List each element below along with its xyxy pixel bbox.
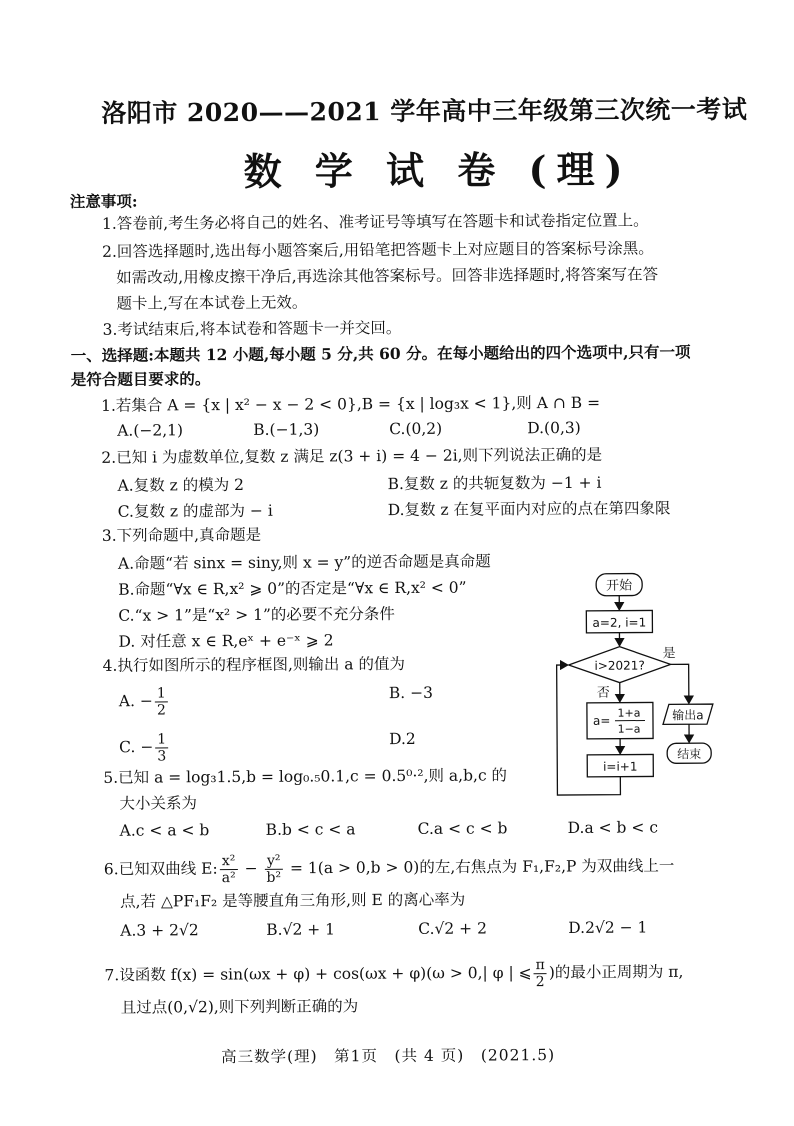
- q4-option-a-fraction: [155, 685, 168, 718]
- q7-pi-fraction: [533, 957, 546, 990]
- fraction-numerator: 1: [155, 685, 168, 702]
- notice-item: 如需改动,用橡皮擦干净后,再选涂其他答案标号。回答非选择题时,将答案写在答: [116, 264, 658, 287]
- fraction-numerator: y²: [264, 853, 283, 870]
- flowchart-output-label: 输出a: [672, 707, 703, 722]
- program-flowchart: [548, 564, 723, 803]
- q4-option-c: [119, 731, 170, 764]
- q3-option-d: D. 对任意 x ∈ R,eˣ + e⁻ˣ ⩾ 2: [118, 628, 333, 651]
- q6-option-b: B.√2 + 1: [266, 920, 335, 938]
- flowchart-yes-line: [671, 664, 689, 703]
- q6-option-c: C.√2 + 2: [418, 919, 487, 937]
- question-2-stem: 2.已知 i 为虚数单位,复数 z 满足 z(3 + i) = 4 − 2i,则下列说法正确的是: [101, 445, 602, 468]
- q5-option-b: B.b < c < a: [266, 820, 356, 839]
- flowchart-init-label: a=2, i=1: [592, 615, 646, 629]
- q4-option-c-fraction: [155, 731, 168, 764]
- exam-title: 洛阳市 2020——2021 学年高中三年级第三次统一考试: [101, 90, 747, 130]
- fraction-denominator: 3: [155, 748, 168, 764]
- question-7-stem: [104, 956, 683, 993]
- fraction-denominator: a²: [220, 870, 238, 886]
- notice-item: 题卡上,写在本试卷上无效。: [116, 293, 307, 314]
- flowchart-assign-numerator: 1+a: [617, 707, 640, 720]
- notice-item: 2.回答选择题时,选出每小题答案后,用铅笔把答题卡上对应题目的答案标号涂黑。: [102, 238, 654, 261]
- question-5-stem-cont: 大小关系为: [119, 793, 197, 813]
- flowchart-yes-label: 是: [663, 646, 676, 661]
- flowchart-end-label: 结束: [677, 746, 701, 761]
- q6-stem-prefix: 6.已知双曲线 E:: [104, 860, 218, 879]
- q2-option-c: C.复数 z 的虚部为 − i: [118, 499, 273, 522]
- q4-option-a: [119, 685, 170, 718]
- q2-option-b: B.复数 z 的共轭复数为 −1 + i: [387, 471, 601, 494]
- q6-option-a: A.3 + 2√2: [120, 921, 199, 939]
- q6-y-fraction: [264, 853, 283, 886]
- question-4-stem: 4.执行如图所示的程序框图,则输出 a 的值为: [103, 654, 405, 676]
- q5-option-a: A.c < a < b: [120, 821, 210, 840]
- q6-minus: −: [240, 859, 263, 877]
- fraction-numerator: π: [533, 957, 546, 974]
- q1-option-b: B.(−1,3): [253, 420, 319, 438]
- q4-option-c-prefix: C. −: [119, 738, 153, 756]
- q1-option-a: A.(−2,1): [117, 421, 183, 439]
- q4-option-b: B. −3: [389, 684, 433, 702]
- question-6-stem: [104, 850, 675, 886]
- fraction-numerator: x²: [220, 853, 238, 870]
- q2-option-a: A.复数 z 的模为 2: [117, 473, 244, 496]
- q7-stem-suffix: )的最小正周期为 π,: [549, 963, 684, 982]
- flowchart-start-label: 开始: [606, 579, 633, 594]
- section-heading-cont: 是符合题目要求的。: [71, 369, 211, 390]
- fraction-numerator: 1: [155, 731, 168, 748]
- q6-option-d: D.2√2 − 1: [568, 918, 647, 936]
- flowchart-assign-prefix: a=: [593, 714, 611, 728]
- page-footer: 高三数学(理) 第1页 (共 4 页) (2021.5): [221, 1043, 555, 1067]
- q5-option-c: C.a < c < b: [418, 819, 508, 838]
- fraction-denominator: 2: [155, 702, 168, 718]
- q4-option-a-prefix: A. −: [119, 692, 153, 710]
- notice-heading: 注意事项:: [70, 192, 138, 212]
- q1-option-d: D.(0,3): [527, 419, 581, 437]
- q3-option-c: C.“x > 1”是“x² > 1”的必要不充分条件: [118, 602, 395, 626]
- question-1-stem: 1.若集合 A = {x | x² − x − 2 < 0},B = {x | log₃x < 1},则 A ∩ B =: [101, 393, 600, 416]
- exam-subtitle: 数 学 试 卷 (理): [243, 139, 632, 196]
- q5-option-d: D.a < b < c: [568, 818, 658, 837]
- notice-item: 1.答卷前,考生务必将自己的姓名、准考证号等填写在答题卡和试卷指定位置上。: [102, 210, 649, 233]
- flowchart-assign-denominator: 1−a: [618, 723, 641, 736]
- flowchart-loop-line: [557, 665, 621, 795]
- q1-option-c: C.(0,2): [389, 420, 442, 438]
- q3-option-b: B.命题“∀x ∈ R,x² ⩾ 0”的否定是“∀x ∈ R,x² < 0”: [118, 576, 467, 600]
- q2-option-d: D.复数 z 在复平面内对应的点在第四象限: [388, 496, 671, 520]
- question-7-stem-cont: 且过点(0,√2),则下列判断正确的为: [121, 996, 359, 1017]
- section-heading: 一、选择题:本题共 12 小题,每小题 5 分,共 60 分。在每小题给出的四个选项中,只有一项: [71, 342, 691, 366]
- question-5-stem: 5.已知 a = log₃1.5,b = log₀.₅0.1,c = 0.5⁰·²,则 a,b,c 的: [103, 765, 507, 787]
- flowchart-condition-label: i>2021?: [594, 659, 644, 673]
- q4-option-d: D.2: [389, 730, 416, 748]
- q6-x-fraction: [220, 853, 238, 886]
- notice-item: 3.考试结束后,将本试卷和答题卡一并交回。: [103, 318, 402, 340]
- q3-option-a: A.命题“若 sinx = siny,则 x = y”的逆否命题是真命题: [118, 549, 491, 573]
- question-6-stem-cont: 点,若 △PF₁F₂ 是等腰直角三角形,则 E 的离心率为: [120, 890, 465, 912]
- fraction-denominator: 2: [534, 974, 547, 990]
- q7-stem-prefix: 7.设函数 f(x) = sin(ωx + φ) + cos(ωx + φ)(ω > 0,| φ | ⩽: [104, 964, 531, 985]
- flowchart-no-label: 否: [597, 686, 610, 701]
- q6-stem-suffix: = 1(a > 0,b > 0)的左,右焦点为 F₁,F₂,P 为双曲线上一: [285, 857, 674, 877]
- flowchart-increment-label: i=i+1: [603, 760, 638, 774]
- fraction-denominator: b²: [264, 870, 283, 886]
- question-3-stem: 3.下列命题中,真命题是: [102, 525, 261, 546]
